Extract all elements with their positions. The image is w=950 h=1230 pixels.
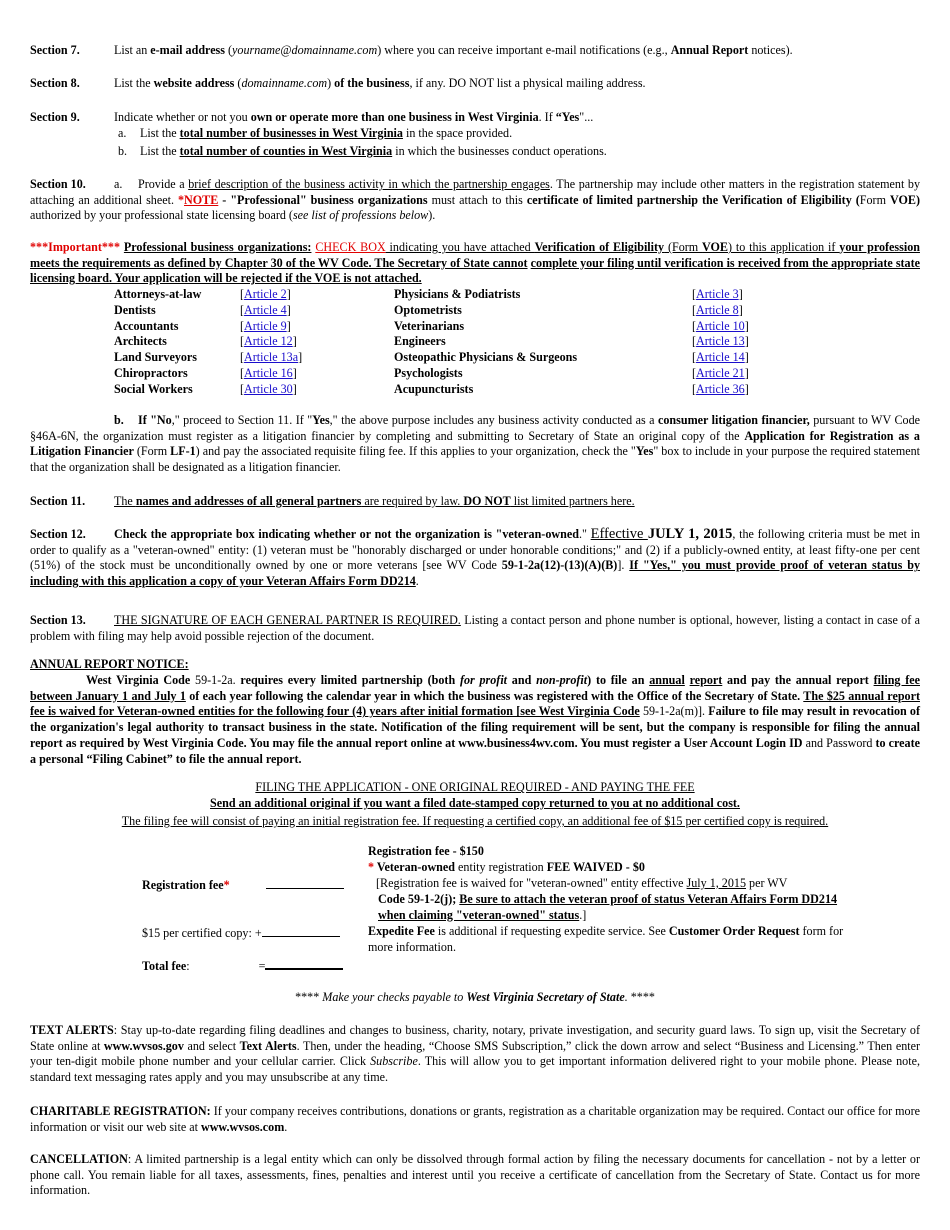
text: Professional business organizations:: [123, 240, 312, 254]
text: “Yes: [555, 110, 580, 124]
section-10-label: Section 10.: [30, 177, 86, 191]
text: Indicate whether or not you: [114, 110, 251, 124]
article-link[interactable]: Article 36: [696, 381, 745, 396]
text: ): [327, 76, 335, 90]
table-row: [114, 287, 814, 303]
article-ref: [Article 36]: [692, 381, 749, 396]
fee-detail-3: [376, 876, 787, 892]
total-fee-label: Total fee: [142, 959, 187, 973]
text: ," proceed to Section 11. If ": [171, 413, 313, 427]
section-8: [30, 76, 920, 92]
table-row: [114, 334, 814, 350]
text: and Password: [802, 735, 876, 750]
text: and pay the annual report: [722, 673, 874, 687]
profession-name: Osteopathic Physicians & Surgeons: [394, 350, 578, 365]
filing-subheading: [30, 796, 920, 812]
article-ref: [Article 8]: [692, 302, 743, 317]
article-link[interactable]: Article 13a: [244, 350, 299, 365]
total-fee-input[interactable]: [265, 956, 343, 970]
article-link[interactable]: Article 13: [696, 334, 745, 349]
text: names and addresses of all general partners: [135, 494, 362, 508]
text: Expedite Fee: [368, 924, 435, 938]
text: total number of businesses in West Virginia: [179, 126, 403, 140]
text: . If: [538, 110, 556, 124]
article-ref: [Article 13]: [692, 334, 749, 349]
text: Provide a: [138, 177, 189, 191]
profession-name: Optometrists: [394, 302, 462, 317]
section-11: [30, 494, 920, 510]
text: in the space provided.: [402, 126, 513, 140]
text: West Virginia Secretary of State: [466, 990, 625, 1004]
text: consumer litigation financier,: [658, 413, 810, 427]
text: : A limited partnership is a legal entity which can only be dissolved through formal action by filing the necessary documents for cancellation - not by a letter or phone call. You remain liable for all taxes, assessments, fines, penalties and interest until you receive a certificate of cancellation from the Secretary of State. Contact us for more information.: [30, 1152, 920, 1198]
filing-fee-note: [30, 814, 920, 830]
table-row: [114, 303, 814, 319]
text: VOE): [890, 192, 920, 207]
text: July 1, 2015: [686, 876, 746, 890]
profession-name: Social Workers: [114, 381, 193, 396]
text: for profit: [459, 673, 508, 687]
text: (: [224, 43, 233, 57]
section-9b: [118, 144, 950, 160]
section-7-label: Section 7.: [30, 43, 80, 57]
text: List an: [114, 43, 151, 57]
text: and: [507, 673, 537, 687]
text: when claiming "veteran-owned" status: [378, 908, 580, 922]
list-marker: b.: [118, 144, 128, 158]
profession-name: Attorneys-at-law: [114, 287, 202, 301]
article-link[interactable]: Article 3: [696, 287, 739, 301]
text: Be sure to attach the veteran proof of status Veteran Affairs Form DD214: [459, 892, 838, 906]
text: . This will allow you to get important information delivered right to your mobile phone. Please note, standard text messaging rates apply and you may unsubscribe at any time.: [30, 1054, 920, 1085]
section-10b: [30, 413, 920, 476]
text: Make your checks payable to: [322, 990, 467, 1004]
article-link[interactable]: Article 8: [696, 302, 739, 317]
text: Application for Registration as a Litigation Financier: [30, 428, 920, 459]
text: brief description of the business activity in which the partnership engages: [188, 177, 550, 191]
section-9-label: Section 9.: [30, 110, 80, 124]
text: to create a personal “Filing Cabinet” to file the annual report.: [30, 735, 920, 766]
text: ) to file an: [587, 673, 650, 687]
text: requires every limited partnership (both: [240, 673, 460, 687]
article-ref: [Article 2]: [240, 287, 291, 301]
fee-detail-4: [378, 892, 837, 908]
text: more information.: [368, 940, 456, 954]
table-row: [114, 319, 814, 335]
text: DO NOT: [463, 494, 511, 508]
text: CHECK BOX: [315, 240, 386, 254]
text: pursuant to WV Code §46A-6N, the organization must register as a litigation financier by completing and submitting to Secretary of State an original copy of the: [30, 413, 920, 443]
text: .: [415, 574, 419, 589]
text: ) and pay the associated requisite filing fee. If this applies to your organization, check the ": [195, 444, 636, 459]
text: CANCELLATION: [30, 1152, 128, 1166]
certified-copy-label: $15 per certified copy: +: [142, 926, 262, 940]
article-link[interactable]: Article 12: [244, 334, 293, 349]
text: Effective: [590, 526, 648, 542]
text: domainname.com: [241, 76, 328, 90]
text: ," the above purpose includes any business activity conducted as a: [329, 413, 659, 427]
text: .: [624, 990, 628, 1004]
text: Text Alerts: [239, 1038, 297, 1053]
text: (Form: [133, 444, 171, 459]
profession-name: Land Surveyors: [114, 350, 197, 365]
text: Yes: [635, 444, 654, 459]
text: : Stay up-to-date regarding filing deadlines and changes to business, charity, notary, private investigation, and security guard laws. To sign up, visit the Secretary of State online at: [30, 1023, 920, 1053]
text: between January 1 and July 1: [30, 688, 186, 703]
profession-name: Physicians & Podiatrists: [394, 287, 521, 301]
text: *: [177, 192, 185, 207]
text: Send an additional original if you want a filed date-stamped copy returned to you at no additional cost.: [210, 796, 740, 810]
text: .]: [579, 908, 587, 922]
section-9a: [118, 126, 950, 142]
registration-fee-row: [142, 876, 344, 894]
text: are required by law.: [361, 494, 464, 508]
section-11-label: Section 11.: [30, 494, 86, 508]
fee-detail-5: [378, 908, 586, 924]
text: The $25 annual report fee is waived for Veteran-owned entities for the following four (4) years after initial formation [see West Virginia Code: [30, 688, 920, 719]
text: .: [284, 1119, 288, 1134]
text: TEXT ALERTS: [30, 1023, 114, 1037]
article-ref: [Article 16]: [240, 365, 297, 380]
text: List the: [114, 76, 154, 90]
text: ANNUAL REPORT NOTICE:: [30, 657, 189, 671]
text: Form: [859, 192, 890, 207]
certified-copy-input[interactable]: [262, 924, 340, 937]
section-13-label: Section 13.: [30, 613, 86, 627]
cancellation: [30, 1152, 920, 1199]
text: West Virginia Code: [86, 673, 191, 687]
text: annual: [649, 673, 685, 687]
text: *: [368, 860, 375, 874]
annual-report-notice: [30, 673, 920, 767]
text: website address: [153, 76, 235, 90]
profession-name: Psychologists: [394, 365, 463, 380]
article-ref: [Article 10]: [692, 318, 749, 333]
profession-name: Engineers: [394, 334, 446, 349]
text: ****: [627, 990, 655, 1004]
text: (: [234, 76, 242, 90]
total-fee-row: [142, 956, 343, 975]
text: Annual Report: [670, 43, 749, 57]
registration-fee-label: Registration fee: [142, 878, 224, 892]
text: FILING THE APPLICATION - ONE ORIGINAL REQUIRED - AND PAYING THE FEE: [255, 780, 695, 794]
text: ) where you can receive important e-mail notifications (e.g.,: [377, 43, 671, 57]
table-row: [114, 382, 814, 398]
section-13: [30, 613, 920, 644]
text: your profession meets the requirements as defined by Chapter 30 of the WV Code. The Secretary of State cannot: [30, 240, 920, 270]
article-link[interactable]: Article 2: [244, 287, 287, 301]
text: CHARITABLE REGISTRATION:: [30, 1104, 211, 1118]
text: The: [114, 494, 136, 508]
text: complete your filing until verification is received from the appropriate state licensing board. Your application will be rejected if the VOE is not attached.: [30, 255, 920, 286]
important-notice: [30, 240, 920, 287]
text: e-mail address: [150, 43, 225, 57]
list-marker: b.: [114, 413, 124, 427]
registration-fee-input[interactable]: [266, 876, 344, 889]
text: (Form: [664, 240, 703, 254]
text: 59-1-2a(m)].: [639, 704, 709, 719]
article-link[interactable]: Article 16: [244, 365, 293, 380]
section-10: [30, 177, 920, 224]
profession-name: Veterinarians: [394, 318, 465, 333]
text: List the: [140, 144, 180, 158]
section-8-label: Section 8.: [30, 76, 80, 90]
text: List the: [140, 126, 180, 140]
article-link[interactable]: Article 10: [696, 318, 745, 333]
text: ****: [295, 990, 323, 1004]
text: per WV: [746, 876, 788, 890]
text: is additional if requesting expedite service. See: [434, 924, 669, 938]
annual-report-heading: [30, 657, 920, 673]
article-link[interactable]: Article 14: [696, 350, 745, 365]
article-ref: [Article 4]: [240, 302, 291, 317]
section-12: [30, 527, 920, 590]
profession-name: Architects: [114, 334, 167, 349]
text: Verification of Eligibility: [534, 240, 665, 254]
text: NOTE: [184, 192, 219, 207]
text: , the following criteria must be met in order to qualify as a "veteran-owned" entity: (1) veteran must be "honorably discharged or under honorable conditions;" and (2) if a publicly-owned entity, at least fifty-one per cent (51%) of the stock must be unconditionally owned by one or more veterans [see WV Code: [30, 527, 920, 573]
text: must attach to this: [427, 192, 527, 207]
text: 59-1-2a(12)-(13)(A)(B): [501, 558, 618, 573]
text: - "Professional" business organizations: [218, 192, 428, 207]
text: LF-1: [170, 444, 196, 459]
table-row: [114, 366, 814, 382]
text: " box to include in your purpose the required statement that the organization shall be designated as a litigation financier.: [30, 444, 920, 475]
article-ref: [Article 9]: [240, 318, 291, 333]
text: . The partnership may include other matters in the registration statement by attaching an additional sheet.: [30, 177, 921, 207]
article-ref: [Article 30]: [240, 381, 297, 396]
text: own or operate more than one business in West Virginia: [250, 110, 539, 124]
text: JULY 1, 2015: [647, 526, 733, 542]
text: authorized by your professional state licensing board (: [30, 208, 293, 223]
article-ref: [Article 14]: [692, 350, 749, 365]
text: see list of professions below: [292, 208, 429, 223]
text: www.wvsos.gov: [103, 1038, 184, 1053]
text: of each year following the calendar year in which the business was registered with the Office of the Secretary of State.: [185, 688, 804, 703]
article-ref: [Article 13a]: [240, 350, 303, 365]
text: *: [223, 878, 230, 892]
text: non-profit: [536, 673, 588, 687]
text: ].: [617, 558, 630, 573]
article-ref: [Article 21]: [692, 365, 749, 380]
text: 59-1-2a.: [190, 673, 241, 687]
certified-copy-row: [142, 924, 340, 942]
article-ref: [Article 12]: [240, 334, 297, 349]
profession-name: Chiropractors: [114, 365, 188, 380]
article-link[interactable]: Article 30: [244, 381, 293, 396]
text: Customer Order Request: [668, 924, 800, 938]
text: ***Important***: [30, 240, 121, 254]
text: THE SIGNATURE OF EACH GENERAL PARTNER IS REQUIRED.: [114, 613, 461, 627]
text: FEE WAIVED - $0: [546, 860, 645, 874]
profession-name: Acupuncturists: [394, 381, 474, 396]
charitable-registration: [30, 1104, 920, 1135]
text: If your company receives contributions, donations or grants, registration as a charitable organization may be required. Contact our office for more information or visit our web site at: [30, 1104, 920, 1134]
text: Failure to file may result in revocation of the organization's legal authority to transact business in the state. Notification of the filing requirement will be sent, but the company is responsible for filing the annual report as required by West Virginia Code. You may file the annual report online at www.business4wv.com. You must register a User Account Login ID: [30, 704, 921, 750]
text: Check the appropriate box indicating whether or not the organization is "veteran-owned: [114, 527, 579, 541]
text: in which the businesses conduct operations.: [392, 144, 607, 158]
text: The filing fee will consist of paying an initial registration fee. If requesting a certified copy, an additional fee of $15 per certified copy is required.: [121, 814, 829, 828]
fee-detail-7: [368, 940, 456, 956]
profession-name: Accountants: [114, 318, 179, 333]
text: [Registration fee is waived for "veteran-owned" entity effective: [376, 876, 687, 890]
text: Code 59-1-2(j);: [378, 892, 460, 906]
list-marker: a.: [118, 126, 127, 140]
text: .": [578, 527, 591, 541]
article-link[interactable]: Article 9: [244, 318, 287, 333]
text: If "No: [138, 413, 172, 427]
article-link[interactable]: Article 4: [244, 302, 287, 317]
text: VOE: [702, 240, 728, 254]
text: form for: [799, 924, 844, 938]
text: Veteran-owned: [374, 860, 456, 874]
text: , if any. DO NOT list a physical mailing address.: [409, 76, 646, 90]
text: entity registration: [455, 860, 547, 874]
payable-note: [30, 990, 920, 1006]
text: "...: [579, 110, 594, 124]
text: report: [689, 673, 723, 687]
text: Registration fee - $150: [368, 844, 484, 858]
section-9: [30, 110, 920, 126]
article-link[interactable]: Article 21: [696, 365, 745, 380]
text: If "Yes," you must provide proof of veteran status by including with this application a copy of your Veteran Affairs Form DD214: [30, 558, 920, 589]
text: Subscribe: [370, 1054, 418, 1069]
fee-detail-1: [368, 844, 484, 860]
filing-heading: [30, 780, 920, 796]
text: and select: [183, 1038, 240, 1053]
text: ).: [428, 208, 436, 223]
text: of the business: [334, 76, 410, 90]
text: notices).: [748, 43, 793, 57]
text: . Then, under the heading, “Choose SMS Subscription,” click the down arrow and select “Business and Licensing.” Then enter your ten-digit mobile phone number and your cellular carrier. Click: [30, 1038, 920, 1069]
article-ref: [Article 3]: [692, 287, 743, 301]
fee-detail-6: [368, 924, 843, 940]
list-marker: a.: [114, 177, 123, 191]
text: www.wvsos.com: [200, 1119, 285, 1134]
text: filing fee: [873, 673, 920, 687]
text: certificate of limited partnership the Verification of Eligibility (: [526, 192, 860, 207]
text: indicating you have attached: [385, 240, 535, 254]
professions-table: [114, 287, 814, 398]
text: Listing a contact person and phone number is optional, however, listing a contact in case of a problem with filing may help avoid possible rejection of the document.: [30, 613, 920, 643]
text: list limited partners here.: [510, 494, 635, 508]
text: Yes: [312, 413, 330, 427]
section-7: [30, 43, 920, 59]
table-row: [114, 350, 814, 366]
text: total number of counties in West Virginia: [179, 144, 393, 158]
fee-detail-2: [368, 860, 645, 876]
text: ) to this application if: [728, 240, 840, 254]
text: yourname@domainname.com: [232, 43, 378, 57]
text-alerts: [30, 1023, 920, 1086]
text: =: [258, 959, 266, 973]
section-12-label: Section 12.: [30, 527, 86, 541]
profession-name: Dentists: [114, 302, 156, 317]
text: :: [186, 959, 190, 973]
